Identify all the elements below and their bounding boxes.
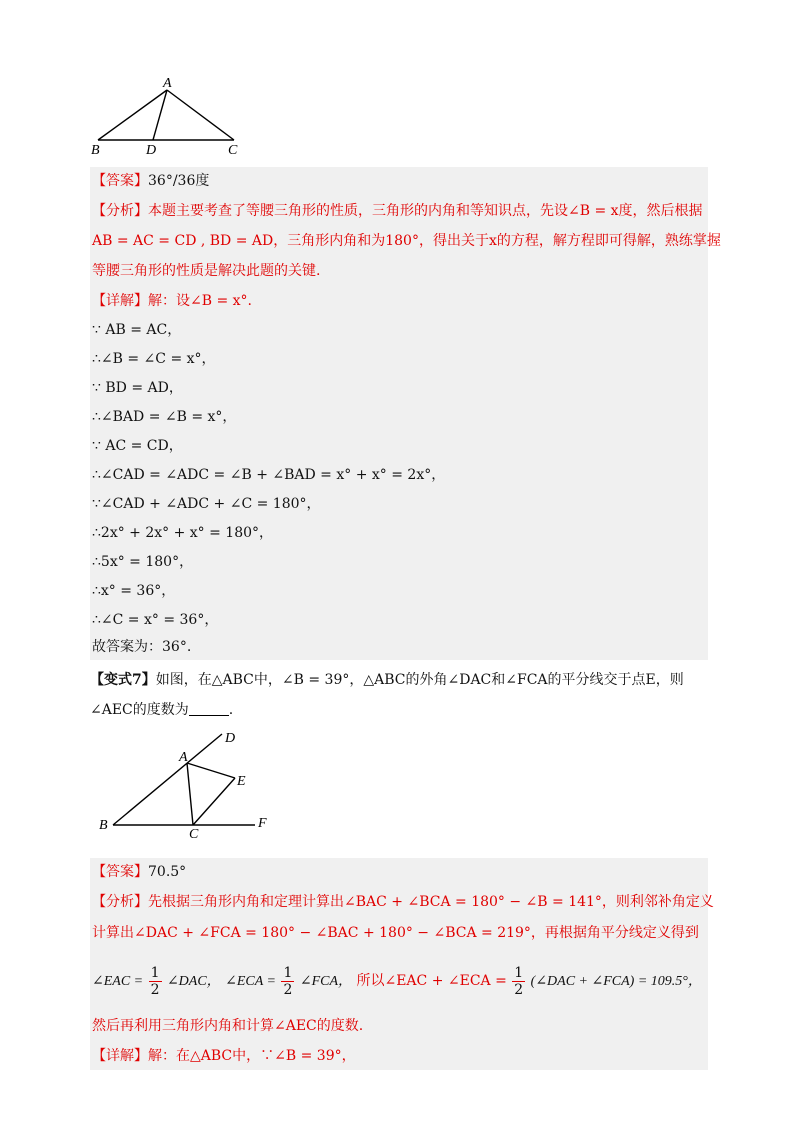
fraction-1 bbox=[149, 965, 162, 998]
fraction-numerator: 1 bbox=[283, 964, 293, 981]
label-d: D bbox=[225, 731, 236, 746]
question-label: 【变式7】 bbox=[90, 672, 156, 688]
analysis-row-1 bbox=[92, 201, 703, 221]
detail-label: 【详解】 bbox=[92, 1048, 148, 1064]
detail-text-8: ∴2x° + 2x° + x° = 180°， bbox=[92, 525, 274, 541]
detail-text-3: ∵ BD = AD， bbox=[92, 380, 183, 396]
analysis-text-4: 然后再利用三角形内角和计算∠AEC的度数. bbox=[92, 1018, 364, 1034]
answer-text: 70.5° bbox=[148, 864, 187, 880]
fraction-numerator: 1 bbox=[514, 964, 524, 981]
label-a: A bbox=[163, 76, 172, 91]
analysis-text-1: 本题主要考查了等腰三角形的性质，三角形的内角和等知识点，先设∠B = x度，然后根据 bbox=[148, 203, 703, 219]
question-line-2 bbox=[90, 700, 233, 720]
label-c: C bbox=[228, 143, 238, 158]
detail-text-11: ∴∠C = x° = 36°， bbox=[92, 612, 219, 628]
edge-ab bbox=[98, 90, 167, 140]
label-d: D bbox=[146, 143, 157, 158]
answer-row bbox=[92, 862, 186, 882]
answer-blank bbox=[189, 701, 229, 716]
question-text-2-end: . bbox=[228, 702, 234, 718]
fraction-numerator: 1 bbox=[150, 964, 160, 981]
detail-row-1 bbox=[92, 291, 252, 311]
solution-block-1 bbox=[90, 167, 721, 660]
analysis-row-1 bbox=[92, 892, 714, 912]
detail-text-4: ∴∠BAD = ∠B = x°， bbox=[92, 409, 237, 425]
fraction-denominator: 2 bbox=[514, 981, 524, 998]
fraction-2 bbox=[281, 965, 294, 998]
question-line-1 bbox=[90, 670, 684, 690]
detail-text-0: 解：设∠B = x°. bbox=[148, 293, 252, 309]
detail-text-10: ∴x° = 36°， bbox=[92, 583, 176, 599]
answer-text: 36°/36度 bbox=[148, 173, 210, 189]
analysis-label: 【分析】 bbox=[92, 894, 148, 910]
detail-label: 【详解】 bbox=[92, 293, 148, 309]
solution-block-2 bbox=[90, 858, 714, 1070]
label-a: A bbox=[179, 750, 188, 765]
label-e: E bbox=[237, 774, 246, 789]
edge-ad bbox=[153, 90, 167, 140]
fraction-3 bbox=[512, 965, 525, 998]
eq-b-right: ∠FCA， bbox=[299, 974, 353, 989]
detail-text-7: ∵∠CAD + ∠ADC + ∠C = 180°， bbox=[92, 496, 321, 512]
label-f: F bbox=[258, 816, 267, 831]
triangle-figure-1 bbox=[88, 74, 248, 160]
edge-ac bbox=[187, 763, 193, 825]
eq-a-right: ∠DAC， bbox=[166, 974, 221, 989]
eq-a-left: ∠EAC = bbox=[92, 974, 144, 989]
answer-label: 【答案】 bbox=[92, 864, 148, 880]
answer-label: 【答案】 bbox=[92, 173, 148, 189]
detail-text-1: 解：在△ABC中，∵∠B = 39°， bbox=[148, 1048, 356, 1064]
edge-ce bbox=[193, 778, 235, 825]
analysis-text-2: AB = AC = CD , BD = AD，三角形内角和为180°，得出关于x的方程，解方程即可得解，熟练掌握 bbox=[92, 233, 721, 249]
detail-text-1: ∵ AB = AC， bbox=[92, 322, 182, 338]
answer-row bbox=[92, 171, 209, 191]
fraction-denominator: 2 bbox=[150, 981, 160, 998]
analysis-text-3: 等腰三角形的性质是解决此题的关键. bbox=[92, 263, 321, 279]
detail-text-6: ∴∠CAD = ∠ADC = ∠B + ∠BAD = x° + x° = 2x°， bbox=[92, 467, 446, 483]
detail-text-5: ∵ AC = CD， bbox=[92, 438, 183, 454]
analysis-equation-row bbox=[92, 964, 702, 999]
question-text-1: 如图，在△ABC中，∠B = 39°，△ABC的外角∠DAC和∠FCA的平分线交于点E，则 bbox=[155, 672, 684, 688]
analysis-text-2: 计算出∠DAC + ∠FCA = 180° − ∠BAC + 180° − ∠BCA = 219°，再根据角平分线定义得到 bbox=[92, 925, 699, 941]
fraction-denominator: 2 bbox=[283, 981, 293, 998]
edge-ac bbox=[167, 90, 234, 140]
label-b: B bbox=[91, 143, 100, 158]
eq-end: (∠DAC + ∠FCA) = 109.5°， bbox=[530, 974, 702, 989]
analysis-label: 【分析】 bbox=[92, 203, 148, 219]
label-c: C bbox=[189, 827, 199, 840]
detail-text-9: ∴5x° = 180°， bbox=[92, 554, 194, 570]
detail-row-1 bbox=[92, 1046, 356, 1066]
label-b: B bbox=[99, 818, 108, 833]
eq-mid: 所以∠EAC + ∠ECA = bbox=[356, 973, 507, 989]
edge-ae bbox=[187, 763, 235, 778]
triangle-figure-2 bbox=[95, 728, 280, 840]
question-text-2: ∠AEC的度数为 bbox=[90, 702, 189, 718]
detail-text-12: 故答案为：36°. bbox=[92, 639, 192, 655]
detail-text-2: ∴∠B = ∠C = x°， bbox=[92, 351, 216, 367]
eq-b-left: ∠ECA = bbox=[225, 974, 277, 989]
analysis-text-1: 先根据三角形内角和定理计算出∠BAC + ∠BCA = 180° − ∠B = 141°，则利邻补角定义 bbox=[148, 894, 714, 910]
